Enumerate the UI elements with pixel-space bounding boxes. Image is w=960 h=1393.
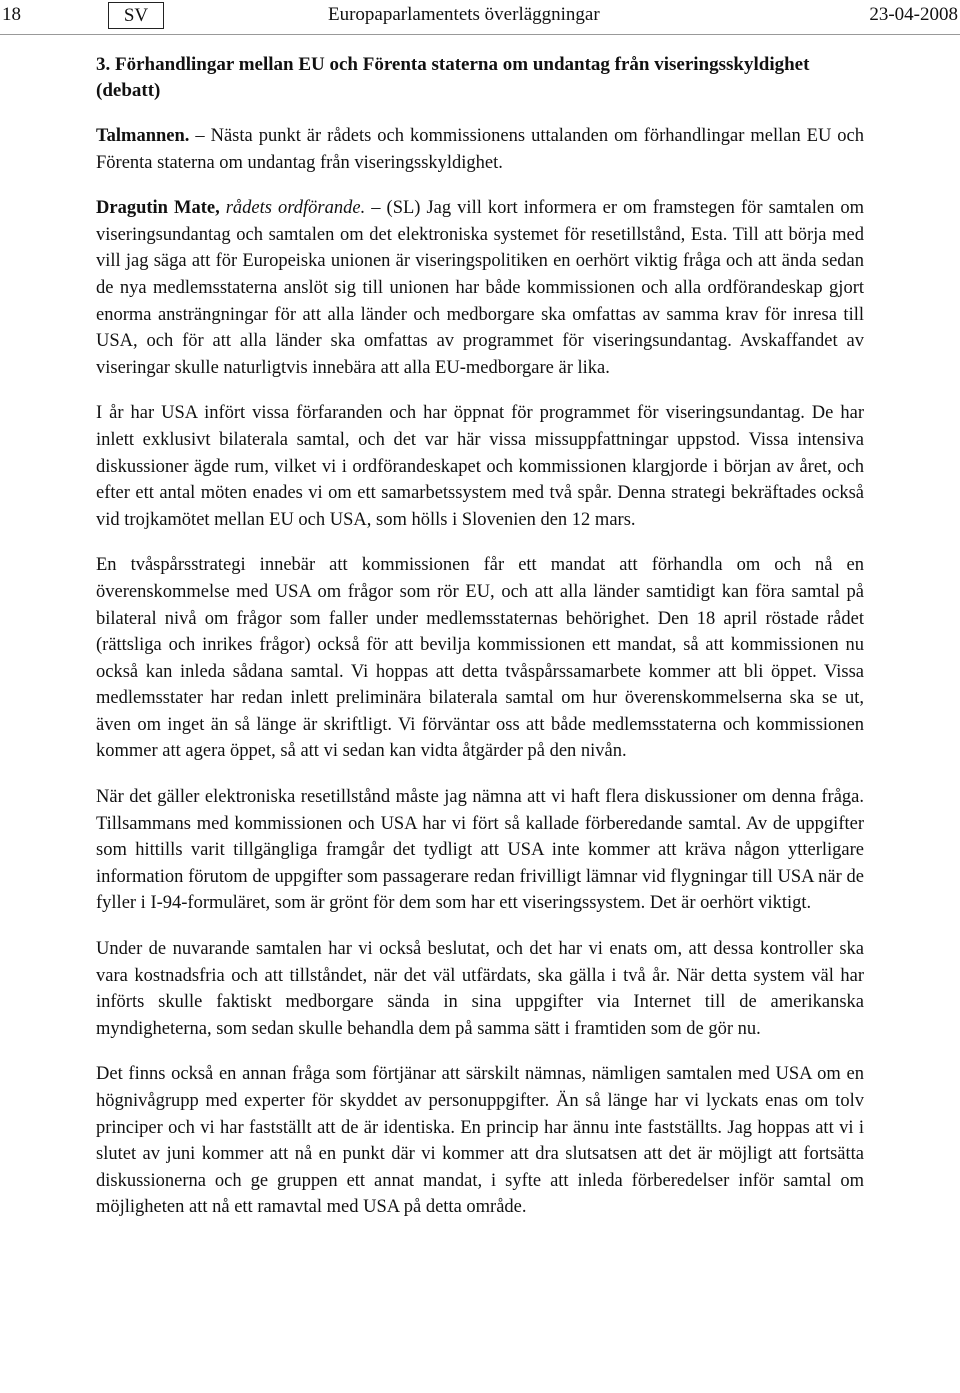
language-tag: (SL) — [386, 198, 421, 219]
publication-title: Europaparlamentets överläggningar — [328, 4, 600, 25]
speaker-name: Talmannen. — [96, 126, 190, 146]
paragraph-1-text: Nästa punkt är rådets och kommissionens uttalanden om förhandlingar mellan EU och Förenta staterna om undantag från viseringsskyldighet. — [96, 126, 865, 173]
agenda-item-title: 3. Förhandlingar mellan EU och Förenta staterna om undantag från viseringsskyldighet (debatt) — [96, 54, 810, 101]
paragraph-3: I år har USA infört vissa förfaranden och har öppnat för programmet för viseringsundantag. De har inlett exklusivt bilaterala samtal, och det var här vissa missuppfattningar uppstod. Vissa intensiva diskussioner ägde rum, vilket vi i ordförandeskapet och kommissionen klargjorde i början av året, och efter ett antal möten enades vi om ett samarbetssystem med två spår. Denna strategi bekräftades också vid trojkamötet mellan EU och USA, som hölls i Slovenien den 12 mars. — [96, 403, 864, 530]
page-header — [0, 0, 960, 34]
paragraph-2 — [96, 195, 864, 381]
speech-dash: – — [189, 126, 211, 146]
paragraph-5: När det gäller elektroniska resetillstånd måste jag nämna att vi haft flera diskussioner om denna fråga. Tillsammans med kommissionen och USA har vi fört så kallade förberedande samtal. Av de uppgifter som hittills varit tillgängliga framgår det tydligt att USA inte kommer att kräva någon ytterligare information förutom de uppgifter som passagerare redan frivilligt lämnar vid flygningar till USA när de fyller i I-94-formuläret, som är grönt för dem som har ett viseringssystem. Det är oerhört viktigt. — [96, 787, 864, 914]
speech-dash: – — [365, 198, 387, 219]
paragraph-4: En tvåspårsstrategi innebär att kommissionen får ett mandat att förhandla om och nå en överenskommelse med USA om frågor som rör EU, och att alla länder samtidigt kan föra samtal på bilateral nivå om frågor som faller under medlemsstaternas behörighet. Den 18 april röstade rådet (rättsliga och inrikes frågor) också för att bevilja kommissionen ett mandat, så att kommissionen nu också kan inleda sådana samtal. Vi hoppas att detta tvåspårssamarbete kommer att bli öppet. Vissa medlemsstater har redan inlett preliminära bilaterala samtal om hur överenskommelserna ska se ut, även om inget än så länge är skriftligt. Vi förväntar oss att både medlemsstaterna och kommissionen kommer att agera öppet, så att vi sedan kan vidta åtgärder på den nivån. — [96, 555, 864, 762]
paragraph-6: Under de nuvarande samtalen har vi också beslutat, och det har vi enats om, att dessa kontroller ska vara kostnadsfria och att tillståndet, när det väl utfärdats, ska gälla i två år. När detta system väl har införts skulle faktiskt medborgare sända in sina uppgifter via Internet till de amerikanska myndigheterna, som sedan skulle behandla dem på samma sätt i framtiden som de gör nu. — [96, 939, 864, 1039]
document-body — [96, 52, 864, 1240]
header-divider — [0, 34, 960, 35]
publication-date: 23-04-2008 — [869, 4, 958, 25]
paragraph-7: Det finns också en annan fråga som förtjänar att särskilt nämnas, nämligen samtalen med USA om en högnivågrupp med experter för skyddet av personuppgifter. Än så länge har vi lyckats enas om tolv principer och vi har fastställt att de är identiska. En princip har ännu inte fastställts. Jag hoppas att vi i slutet av juni kommer att nå en punkt där vi kommer att dra slutsatsen att det är möjligt att fortsätta diskussionerna och ge gruppen ett annat mandat, i syfte att inleda förberedelser inför samtal om möjligheten att nå ett ramavtal med USA på detta område. — [96, 1064, 864, 1218]
speaker-name: Dragutin Mate, — [96, 198, 220, 219]
language-code-box: SV — [108, 2, 164, 29]
page-number: 18 — [2, 4, 21, 25]
paragraph-1 — [96, 123, 864, 176]
speaker-role: rådets ordförande. — [225, 198, 366, 219]
paragraph-2-text: Jag vill kort informera er om framstegen för samtalen om viseringsundantag och samtalen om det elektroniska systemet för resetillstånd, Esta. Till att börja med vill jag säga att för Europeiska unionen är viseringspolitiken en oerhört viktig fråga och att ända sedan de nya medlemsstaterna anslöt sig till unionen har både kommissionen och alla ordförandeskap gjort enorma ansträngningar för att alla länder och medborgare ska omfattas av samma krav för inresa till USA, och för att alla länder ska omfattas av programmet för viseringsundantag. Avskaffandet av viseringar skulle naturligtvis innebära att alla EU-medborgare är lika. — [96, 198, 864, 378]
